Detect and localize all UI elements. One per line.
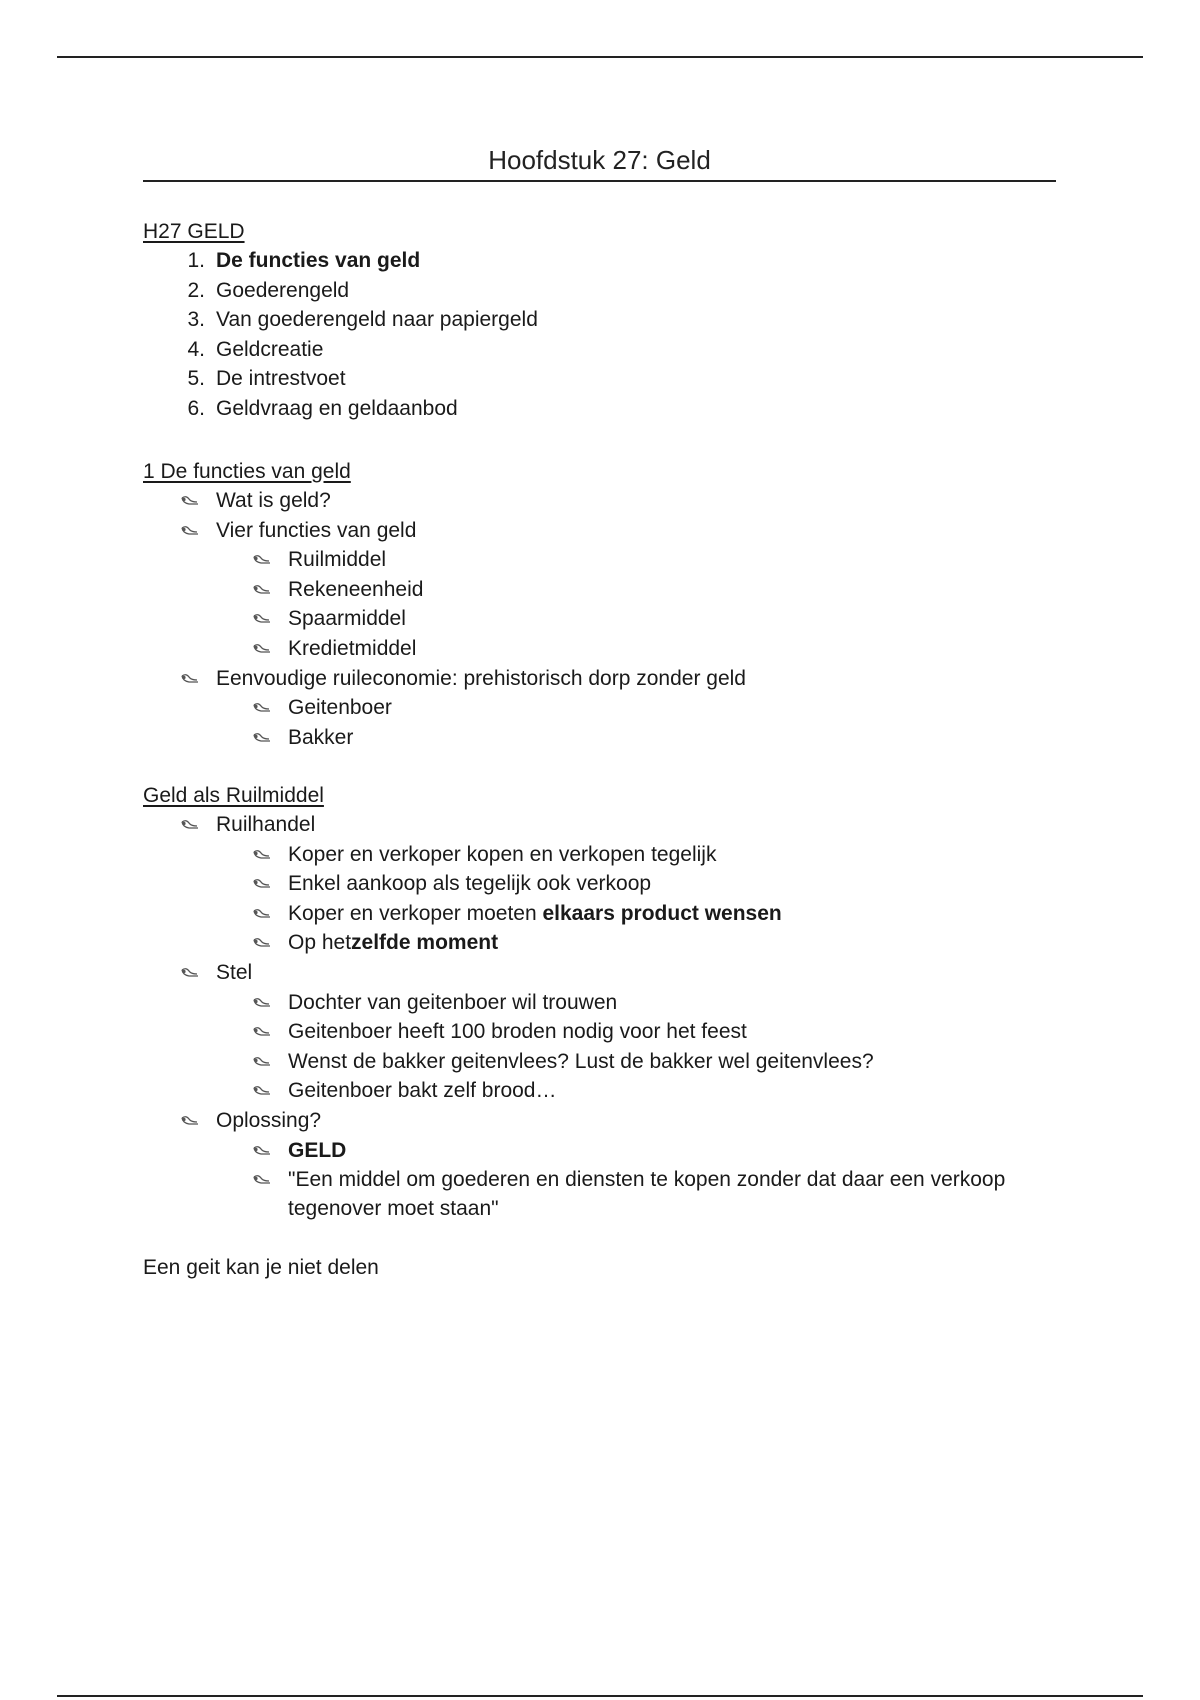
- list-item-text: Geitenboer: [288, 696, 392, 720]
- quill-pen-icon: [252, 702, 272, 714]
- list-item-text: Stel: [216, 960, 253, 984]
- quill-pen-icon: [252, 554, 272, 566]
- quill-pen-icon: [252, 1085, 272, 1097]
- functions-list: [143, 486, 1056, 752]
- list-item: [143, 988, 1056, 1018]
- list-item: [143, 1106, 1056, 1136]
- list-item-text: Wenst de bakker geitenvlees? Lust de bakker wel geitenvlees?: [288, 1049, 874, 1073]
- quill-pen-icon: [252, 584, 272, 596]
- quill-pen-icon: [252, 937, 272, 949]
- list-item: [143, 1017, 1056, 1047]
- quill-pen-icon: [252, 849, 272, 861]
- quill-pen-icon: [180, 673, 200, 685]
- toc-item-number: 3.: [187, 308, 205, 332]
- quill-pen-icon: [180, 819, 200, 831]
- toc-item-number: 6.: [187, 396, 205, 420]
- list-item-text: Vier functies van geld: [216, 518, 417, 542]
- toc-item: [143, 335, 1056, 365]
- toc-item: [143, 394, 1056, 424]
- ruilmiddel-section: [143, 781, 1056, 1223]
- list-item-bold-text: elkaars product wensen: [542, 901, 782, 925]
- list-item-text: Oplossing?: [216, 1108, 322, 1132]
- list-item-text: Enkel aankoop als tegelijk ook verkoop: [288, 872, 652, 896]
- list-item: [143, 634, 1056, 664]
- toc-item-number: 2.: [187, 278, 205, 302]
- list-item: [143, 1136, 1056, 1166]
- list-item: [143, 899, 1056, 929]
- list-item-text: Geitenboer bakt zelf brood…: [288, 1079, 557, 1103]
- ruilmiddel-heading: Geld als Ruilmiddel: [143, 784, 324, 807]
- list-item: [143, 693, 1056, 723]
- list-item: [143, 723, 1056, 753]
- toc-item: [143, 246, 1056, 276]
- functions-section: [143, 457, 1056, 752]
- list-item: [143, 664, 1056, 694]
- list-item: [143, 1076, 1056, 1106]
- list-item-text: Kredietmiddel: [288, 636, 417, 660]
- page-bottom-rule: [57, 1695, 1143, 1697]
- functions-heading: 1 De functies van geld: [143, 460, 351, 483]
- list-item: [143, 810, 1056, 840]
- list-item-text: Rekeneenheid: [288, 577, 424, 601]
- toc-item-number: 1.: [187, 249, 205, 272]
- toc-item: [143, 276, 1056, 306]
- toc-item-text: Goederengeld: [216, 278, 350, 302]
- quill-pen-icon: [252, 613, 272, 625]
- closing-sentence: Een geit kan je niet delen: [143, 1256, 379, 1279]
- list-item-text: Dochter van geitenboer wil trouwen: [288, 990, 618, 1014]
- toc-list: [143, 246, 1056, 424]
- list-item-text: Koper en verkoper moeten: [288, 901, 543, 925]
- quill-pen-icon: [180, 495, 200, 507]
- document-title: Hoofdstuk 27: Geld: [488, 145, 711, 175]
- list-item-bold-text: GELD: [288, 1138, 347, 1162]
- list-item-text: Wat is geld?: [216, 489, 331, 512]
- list-item-bold-text: zelfde moment: [351, 931, 499, 955]
- list-item: [143, 1165, 1056, 1223]
- toc-item-text: Geldvraag en geldaanbod: [216, 396, 458, 420]
- toc-item-text: De functies van geld: [216, 249, 421, 272]
- toc-item-text: Van goederengeld naar papiergeld: [216, 308, 538, 332]
- list-item: [143, 958, 1056, 988]
- quill-pen-icon: [252, 1145, 272, 1157]
- list-item: [143, 486, 1056, 516]
- ruilmiddel-list: [143, 810, 1056, 1223]
- quill-pen-icon: [252, 908, 272, 920]
- list-item: [143, 516, 1056, 546]
- quill-pen-icon: [180, 525, 200, 537]
- page-top-rule: [57, 56, 1143, 58]
- toc-item-number: 5.: [187, 367, 205, 391]
- quill-pen-icon: [252, 732, 272, 744]
- list-item-text: Bakker: [288, 725, 354, 749]
- quill-pen-icon: [252, 878, 272, 890]
- list-item-text: Geitenboer heeft 100 broden nodig voor het feest: [288, 1020, 747, 1044]
- toc-item-text: De intrestvoet: [216, 367, 346, 391]
- list-item-text: Eenvoudige ruileconomie: prehistorisch dorp zonder geld: [216, 666, 746, 690]
- toc-item: [143, 305, 1056, 335]
- quill-pen-icon: [180, 1115, 200, 1127]
- list-item-text: Spaarmiddel: [288, 607, 406, 631]
- quill-pen-icon: [252, 997, 272, 1009]
- toc-item: [143, 364, 1056, 394]
- list-item: [143, 575, 1056, 605]
- list-item: [143, 928, 1056, 958]
- toc-item-text: Geldcreatie: [216, 337, 324, 361]
- list-item-text: Koper en verkoper kopen en verkopen tegelijk: [288, 842, 717, 866]
- list-item: [143, 840, 1056, 870]
- quill-pen-icon: [252, 1026, 272, 1038]
- toc-heading: H27 GELD: [143, 220, 245, 243]
- list-item: [143, 545, 1056, 575]
- title-underline: [143, 180, 1056, 182]
- quill-pen-icon: [252, 643, 272, 655]
- list-item: [143, 604, 1056, 634]
- list-item-text: Ruilmiddel: [288, 548, 387, 572]
- list-item-text: Op het: [288, 931, 352, 955]
- quill-pen-icon: [180, 967, 200, 979]
- list-item: [143, 1047, 1056, 1077]
- list-item: [143, 869, 1056, 899]
- list-item-text: "Een middel om goederen en diensten te kopen zonder dat daar een verkoop tegenover moet staan": [288, 1168, 1006, 1221]
- toc-section: [143, 217, 1056, 424]
- quill-pen-icon: [252, 1056, 272, 1068]
- toc-item-number: 4.: [187, 337, 205, 361]
- quill-pen-icon: [252, 1174, 272, 1186]
- list-item-text: Ruilhandel: [216, 813, 316, 836]
